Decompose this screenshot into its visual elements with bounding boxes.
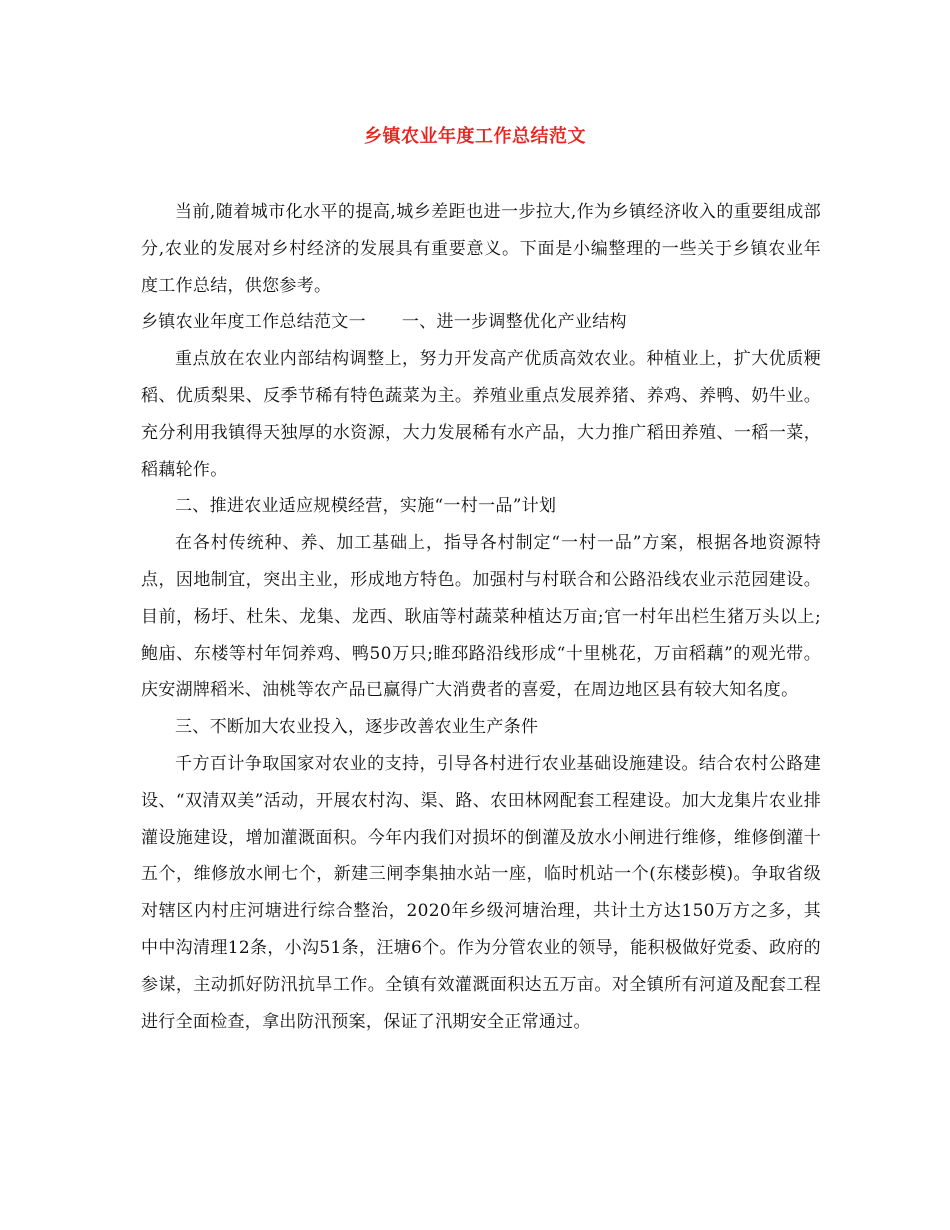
section1-paragraph: 重点放在农业内部结构调整上，努力开发高产优质高效农业。种植业上，扩大优质粳稻、优质梨果、反季节稀有特色蔬菜为主。养殖业重点发展养猪、养鸡、养鸭、奶牛业。充分利用我镇得天独厚的水资源，大力发展稀有水产品，大力推广稻田养殖、一稻一菜，稻藕轮作。 [141, 349, 821, 480]
section2-paragraph: 在各村传统种、养、加工基础上，指导各村制定“一村一品”方案，根据各地资源特点，因地制宜，突出主业，形成地方特色。加强村与村联合和公路沿线农业示范园建设。目前，杨圩、杜朱、龙集、龙西、耿庙等村蔬菜种植达万亩;官一村年出栏生猪万头以上;鲍庙、东楼等村年饲养鸡、鸭50万只;睢邳路沿线形成“十里桃花，万亩稻藕”的观光带。庆安湖牌稻米、油桃等农产品已赢得广大消费者的喜爱，在周边地区县有较大知名度。 [141, 533, 821, 701]
section3-heading: 三、不断加大农业投入，逐步改善农业生产条件 [175, 717, 539, 738]
subtitle-line [141, 304, 821, 341]
section3-paragraph: 千方百计争取国家对农业的支持，引导各村进行农业基础设施建设。结合农村公路建设、“双清双美”活动，开展农村沟、渠、路、农田林网配套工程建设。加大龙集片农业排灌设施建设，增加灌溉面积。今年内我们对损坏的倒灌及放水小闸进行维修，维修倒灌十五个，维修放水闸七个，新建三闸李集抽水站一座，临时机站一个(东楼彭模)。争取省级对辖区内村庄河塘进行综合整治，2020年乡级河塘治理，共计土方达150万方之多，其中中沟清理12条，小沟51条，汪塘6个。作为分管农业的领导，能积极做好党委、政府的参谋，主动抓好防汛抗旱工作。全镇有效灌溉面积达五万亩。对全镇所有河道及配套工程进行全面检查，拿出防汛预案，保证了汛期安全正常通过。 [141, 753, 821, 1032]
section2-heading: 二、推进农业适应规模经营，实施“一村一品”计划 [175, 496, 557, 517]
section1-heading: 一、进一步调整优化产业结构 [401, 312, 627, 333]
document-body [141, 194, 821, 1040]
intro-paragraph: 当前,随着城市化水平的提高,城乡差距也进一步拉大,作为乡镇经济收入的重要组成部分,农业的发展对乡村经济的发展具有重要意义。下面是小编整理的一些关于乡镇农业年度工作总结，供您参考。 [141, 202, 821, 296]
document-title: 乡镇农业年度工作总结范文 [364, 126, 586, 147]
subtitle: 乡镇农业年度工作总结范文一 [141, 312, 366, 333]
